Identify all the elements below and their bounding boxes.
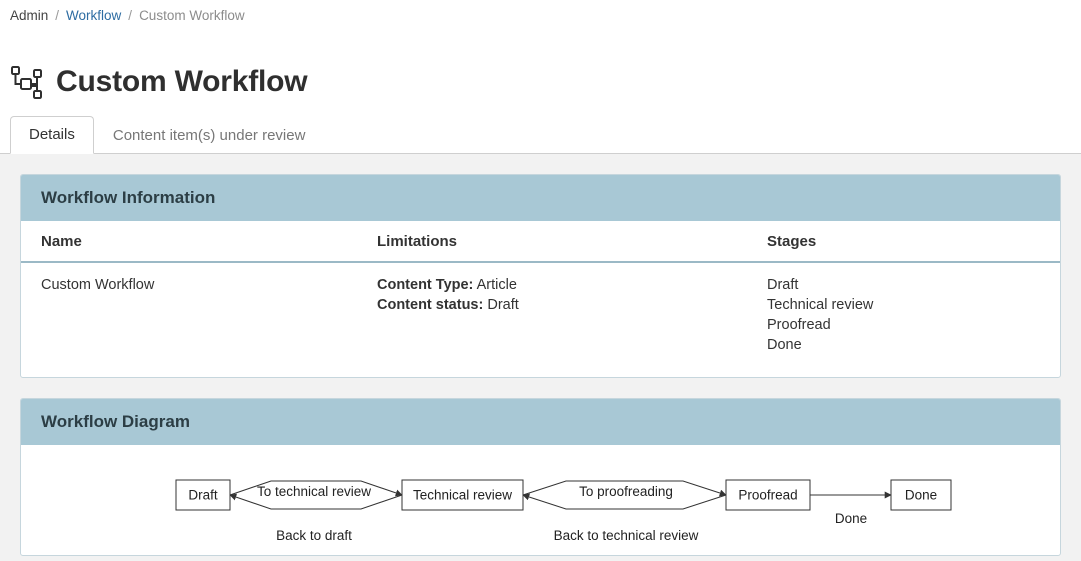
breadcrumb-item-workflow[interactable]: Workflow	[66, 8, 122, 23]
diagram-node-label: Technical review	[412, 487, 513, 503]
limitation-content-type	[377, 275, 727, 295]
diagram-node-proofread[interactable]	[726, 480, 810, 510]
workflow-information-table	[21, 221, 1060, 377]
diagram-node-done[interactable]	[891, 480, 951, 510]
limitation-label: Content Type:	[377, 277, 474, 293]
content-area	[0, 154, 1081, 561]
diagram-node-label: Draft	[188, 487, 218, 503]
column-header-name: Name	[21, 221, 357, 262]
limitation-value: Article	[476, 277, 517, 293]
diagram-transition-to-proofreading: To proofreading	[579, 484, 673, 499]
table-header-row	[21, 221, 1060, 262]
limitation-content-status	[377, 295, 727, 315]
breadcrumb	[10, 8, 245, 23]
breadcrumb-separator: /	[128, 8, 133, 23]
cell-name: Custom Workflow	[41, 277, 155, 293]
column-header-stages: Stages	[747, 221, 1060, 262]
stage-item: Done	[767, 337, 802, 353]
limitation-value: Draft	[487, 297, 519, 313]
workflow-diagram-card	[20, 398, 1061, 556]
breadcrumb-separator: /	[55, 8, 60, 23]
diagram-transition-done: Done	[834, 511, 868, 526]
tab-content-items-under-review[interactable]: Content item(s) under review	[112, 127, 306, 144]
breadcrumb-item-admin[interactable]: Admin	[10, 8, 49, 23]
workflow-diagram-title: Workflow Diagram	[21, 399, 1060, 445]
cell-stages	[747, 262, 1060, 377]
diagram-node-draft[interactable]	[176, 480, 230, 510]
page-title: Custom Workflow	[56, 65, 308, 99]
diagram-transition-back-to-draft: Back to draft	[276, 528, 352, 543]
workflow-diagram-body	[21, 445, 1060, 555]
limitation-label: Content status:	[377, 297, 484, 313]
workflow-nodes-icon	[10, 64, 44, 100]
tab-details[interactable]: Details	[10, 116, 94, 154]
diagram-node-label: Done	[904, 487, 938, 503]
stage-item: Technical review	[767, 297, 874, 313]
workflow-information-card	[20, 174, 1061, 378]
diagram-transition-to-technical-review: To technical review	[256, 484, 372, 499]
stage-item: Draft	[767, 277, 799, 293]
table-row	[21, 262, 1060, 377]
workflow-diagram-svg	[21, 445, 1058, 555]
diagram-node-label: Proofread	[738, 487, 798, 503]
cell-limitations	[357, 262, 747, 377]
tab-bar	[0, 116, 1081, 154]
diagram-transition-back-to-technical-review: Back to technical review	[553, 528, 699, 543]
diagram-node-technical-review[interactable]	[402, 480, 523, 510]
workflow-information-title: Workflow Information	[21, 175, 1060, 221]
column-header-limitations: Limitations	[357, 221, 747, 262]
page-title-row	[10, 47, 307, 117]
stage-item: Proofread	[767, 317, 831, 333]
breadcrumb-item-current: Custom Workflow	[139, 8, 245, 23]
